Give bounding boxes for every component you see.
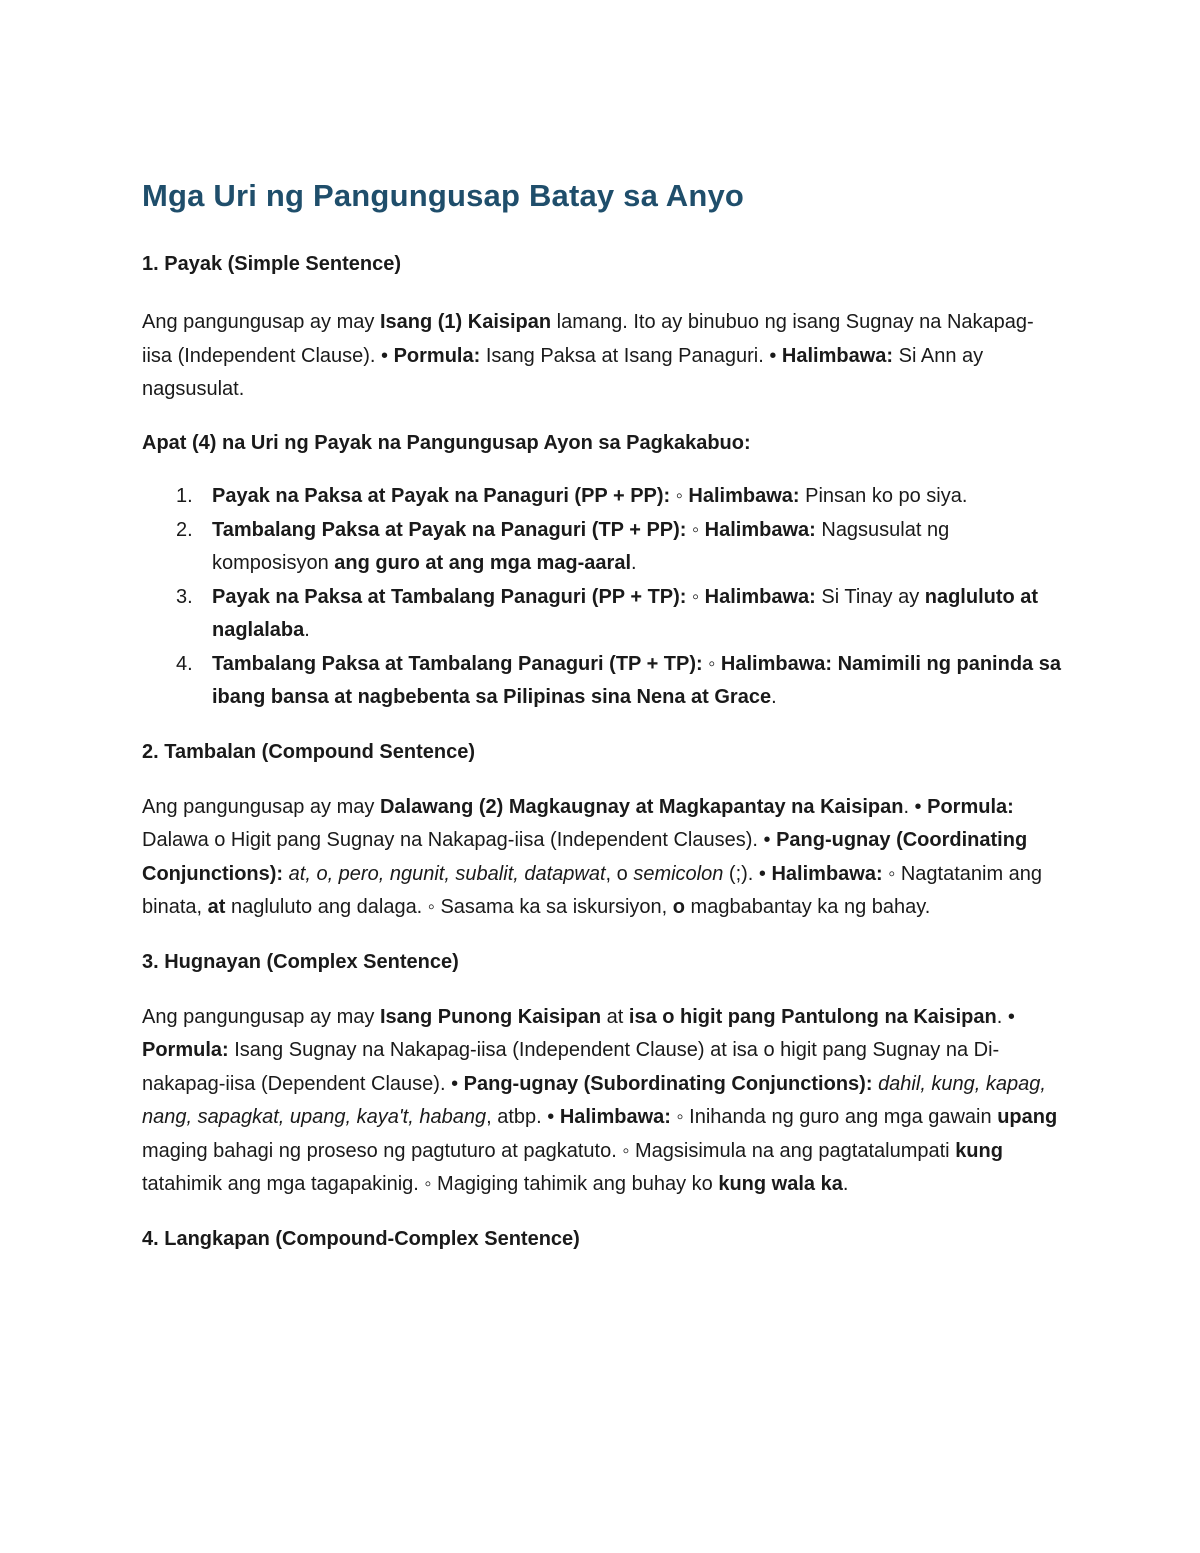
section-heading-langkapan: 4. Langkapan (Compound-Complex Sentence) [142, 1227, 580, 1250]
payak-paragraph: Ang pangungusap ay may Isang (1) Kaisipan lamang. Ito ay binubuo ng isang Sugnay na Nakapag-iisa (Independent Clause). • Pormula: Isang Paksa at Isang Panaguri. • Halimbawa: Si Ann ay nagsusulat. [142, 311, 1034, 400]
section-heading-hugnayan: 3. Hugnayan (Complex Sentence) [142, 950, 459, 973]
page-title: Mga Uri ng Pangungusap Batay sa Anyo [142, 178, 745, 213]
section-heading-payak: 1. Payak (Simple Sentence) [142, 253, 402, 275]
list-item: 2. Tambalang Paksa at Payak na Panaguri (TP + PP): ◦ Halimbawa: Nagsusulat ng komposisyon ang guro at ang mga mag-aaral. [176, 518, 950, 574]
tambalan-paragraph: Ang pangungusap ay may Dalawang (2) Magkaugnay at Magkapantay na Kaisipan. • Pormula: Dalawa o Higit pang Sugnay na Nakapag-iisa (Independent Clauses). • Pang-ugnay (Coordinating Conjunctions): at, o, pero, ngunit, subalit, datapwat, o semicolon (;). • Halimbawa: ◦ Nagtatanim ang binata, at nagluluto ang dalaga. ◦ Sasama ka sa iskursiyon, o magbabantay ka ng bahay. [142, 795, 1043, 918]
payak-subheading: Apat (4) na Uri ng Payak na Pangungusap Ayon sa Pagkakabuo: [142, 431, 751, 454]
section-heading-tambalan: 2. Tambalan (Compound Sentence) [142, 740, 475, 763]
list-item: 3. Payak na Paksa at Tambalang Panaguri (PP + TP): ◦ Halimbawa: Si Tinay ay nagluluto at naglalaba. [176, 585, 1039, 641]
payak-types-list [142, 480, 1062, 715]
list-item: 4. Tambalang Paksa at Tambalang Panaguri (TP + TP): ◦ Halimbawa: Namimili ng paninda sa ibang bansa at nagbebenta sa Pilipinas sina Nena at Grace. [176, 652, 1061, 708]
hugnayan-paragraph: Ang pangungusap ay may Isang Punong Kaisipan at isa o higit pang Pantulong na Kaisipan. • Pormula: Isang Sugnay na Nakapag-iisa (Independent Clause) at isa o higit pang Sugnay na Di-nakapag-iisa (Dependent Clause). • Pang-ugnay (Subordinating Conjunctions): dahil, kung, kapag, nang, sapagkat, upang, kaya't, habang, atbp. • Halimbawa: ◦ Inihanda ng guro ang mga gawain upang maging bahagi ng proseso ng pagtuturo at pagkatuto. ◦ Magsisimula na ang pagtatalumpati kung tatahimik ang mga tagapakinig. ◦ Magiging tahimik ang buhay ko kung wala ka. [142, 1005, 1058, 1195]
document-content [142, 176, 1062, 1254]
list-item: 1. Payak na Paksa at Payak na Panaguri (PP + PP): ◦ Halimbawa: Pinsan ko po siya. [176, 485, 968, 507]
